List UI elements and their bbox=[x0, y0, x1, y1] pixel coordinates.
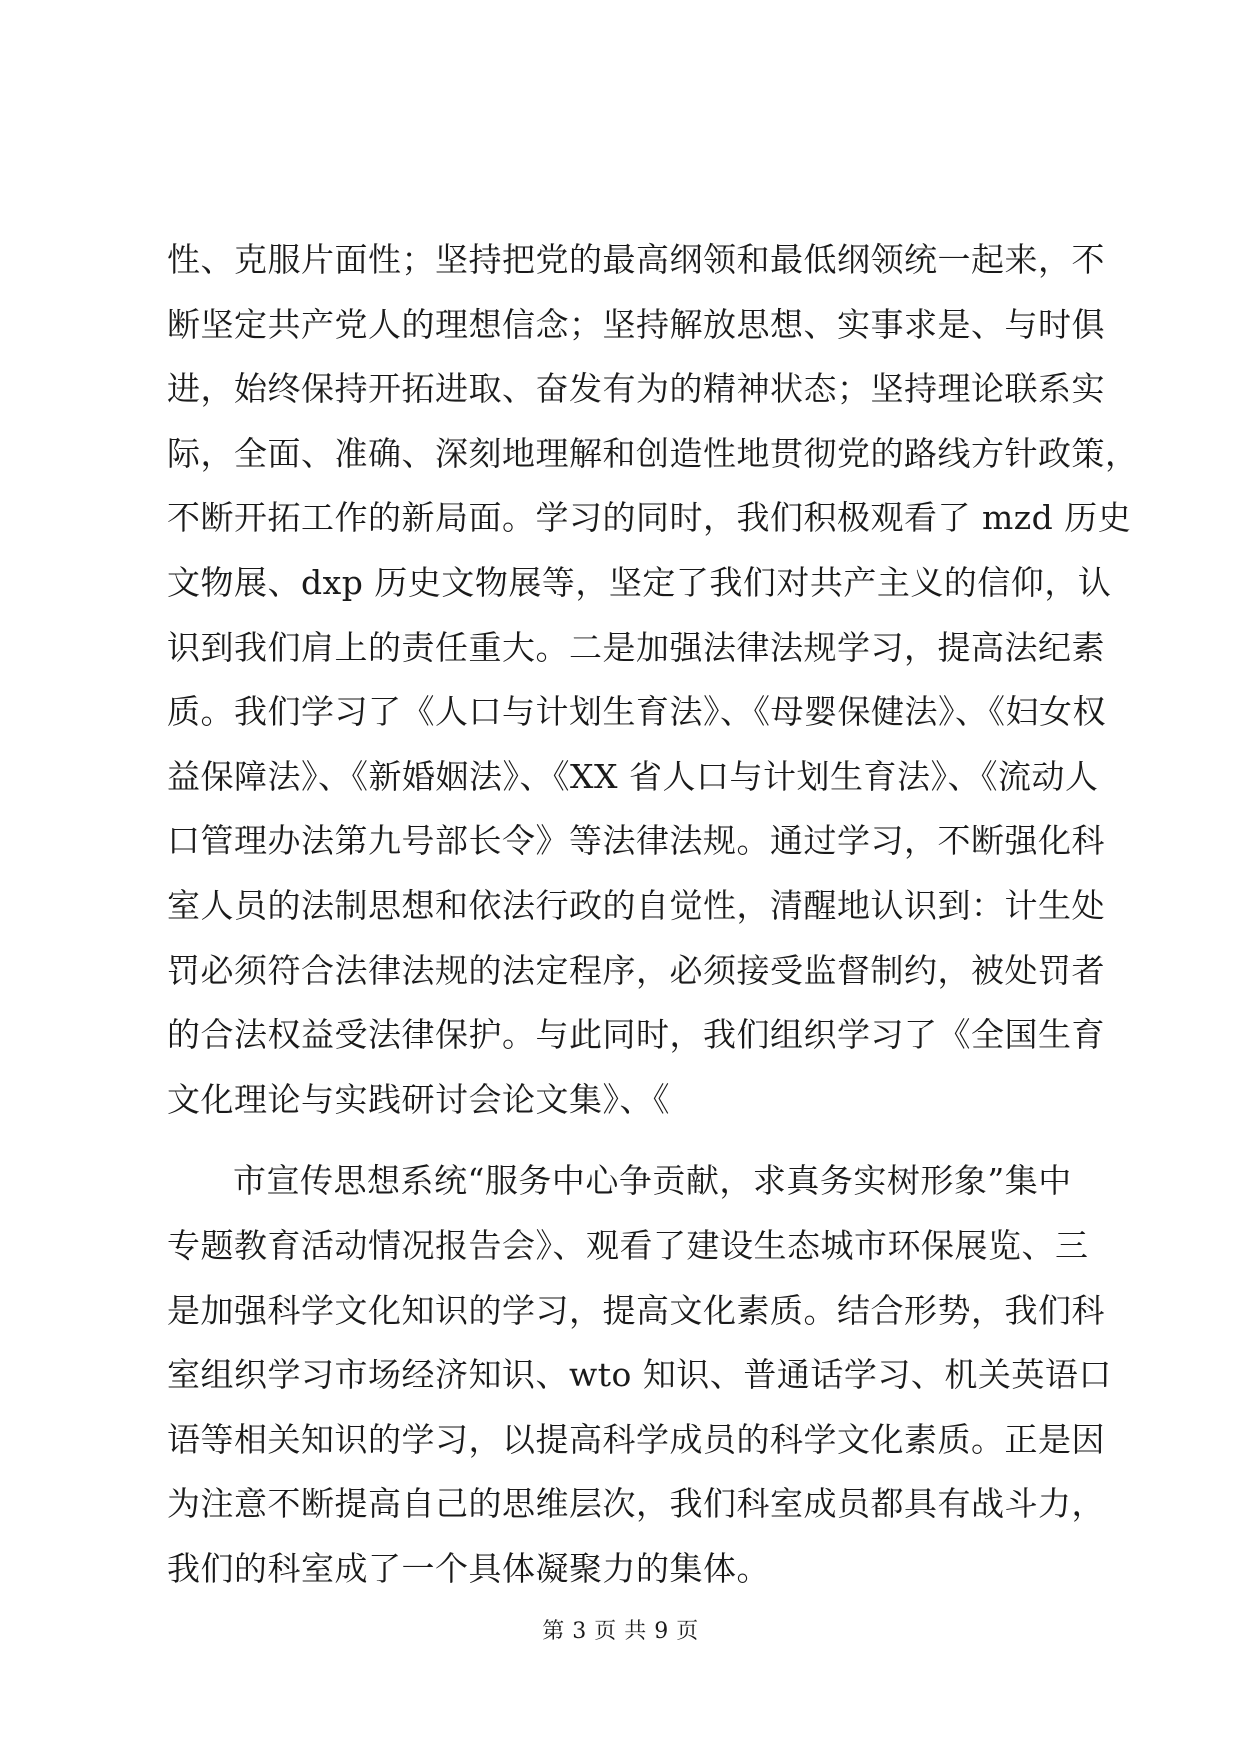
text-line: 室人员的法制思想和依法行政的自觉性，清醒地认识到：计生处 bbox=[167, 885, 1105, 925]
text-line: 识到我们肩上的责任重大。二是加强法律法规学习，提高法纪素 bbox=[167, 627, 1105, 667]
text-line: 专题教育活动情况报告会》、观看了建设生态城市环保展览、三 bbox=[167, 1225, 1089, 1265]
text-line: 是加强科学文化知识的学习，提高文化素质。结合形势，我们科 bbox=[167, 1290, 1105, 1330]
text-line: 室组织学习市场经济知识、wto 知识、普通话学习、机关英语口 bbox=[167, 1355, 1112, 1395]
paragraph-2 bbox=[167, 1149, 1112, 1601]
text-line: 益保障法》、《新婚姻法》、《XX 省人口与计划生育法》、《流动人 bbox=[167, 756, 1099, 796]
text-line: 市宣传思想系统“服务中心争贡献，求真务实树形象”集中 bbox=[233, 1161, 1072, 1201]
page-number-footer: 第 3 页 共 9 页 bbox=[542, 1619, 699, 1644]
text-line: 罚必须符合法律法规的法定程序，必须接受监督制约，被处罚者 bbox=[167, 950, 1105, 990]
text-line: 性、克服片面性；坚持把党的最高纲领和最低纲领统一起来，不 bbox=[167, 240, 1105, 279]
paragraph-1 bbox=[167, 228, 1139, 1132]
text-line: 为注意不断提高自己的思维层次，我们科室成员都具有战斗力， bbox=[167, 1484, 1105, 1524]
text-line: 文化理论与实践研讨会论文集》、《 bbox=[167, 1079, 670, 1119]
text-line: 进，始终保持开拓进取、奋发有为的精神状态；坚持理论联系实 bbox=[167, 369, 1105, 409]
text-line: 际，全面、准确、深刻地理解和创造性地贯彻党的路线方针政策， bbox=[167, 433, 1139, 473]
text-line: 不断开拓工作的新局面。学习的同时，我们积极观看了 mzd 历史 bbox=[167, 498, 1132, 538]
text-line: 断坚定共产党人的理想信念；坚持解放思想、实事求是、与时俱 bbox=[167, 304, 1105, 344]
text-line: 质。我们学习了《人口与计划生育法》、《母婴保健法》、《妇女权 bbox=[167, 692, 1106, 732]
text-line: 口管理办法第九号部长令》等法律法规。通过学习，不断强化科 bbox=[167, 821, 1105, 861]
text-line: 的合法权益受法律保护。与此同时，我们组织学习了《全国生育 bbox=[167, 1015, 1105, 1055]
text-line: 我们的科室成了一个具体凝聚力的集体。 bbox=[167, 1548, 770, 1588]
paragraph-gap bbox=[167, 1132, 1087, 1149]
text-line: 文物展、dxp 历史文物展等，坚定了我们对共产主义的信仰，认 bbox=[167, 562, 1112, 602]
body-text bbox=[167, 228, 1139, 1601]
text-line: 语等相关知识的学习，以提高科学成员的科学文化素质。正是因 bbox=[167, 1419, 1105, 1459]
